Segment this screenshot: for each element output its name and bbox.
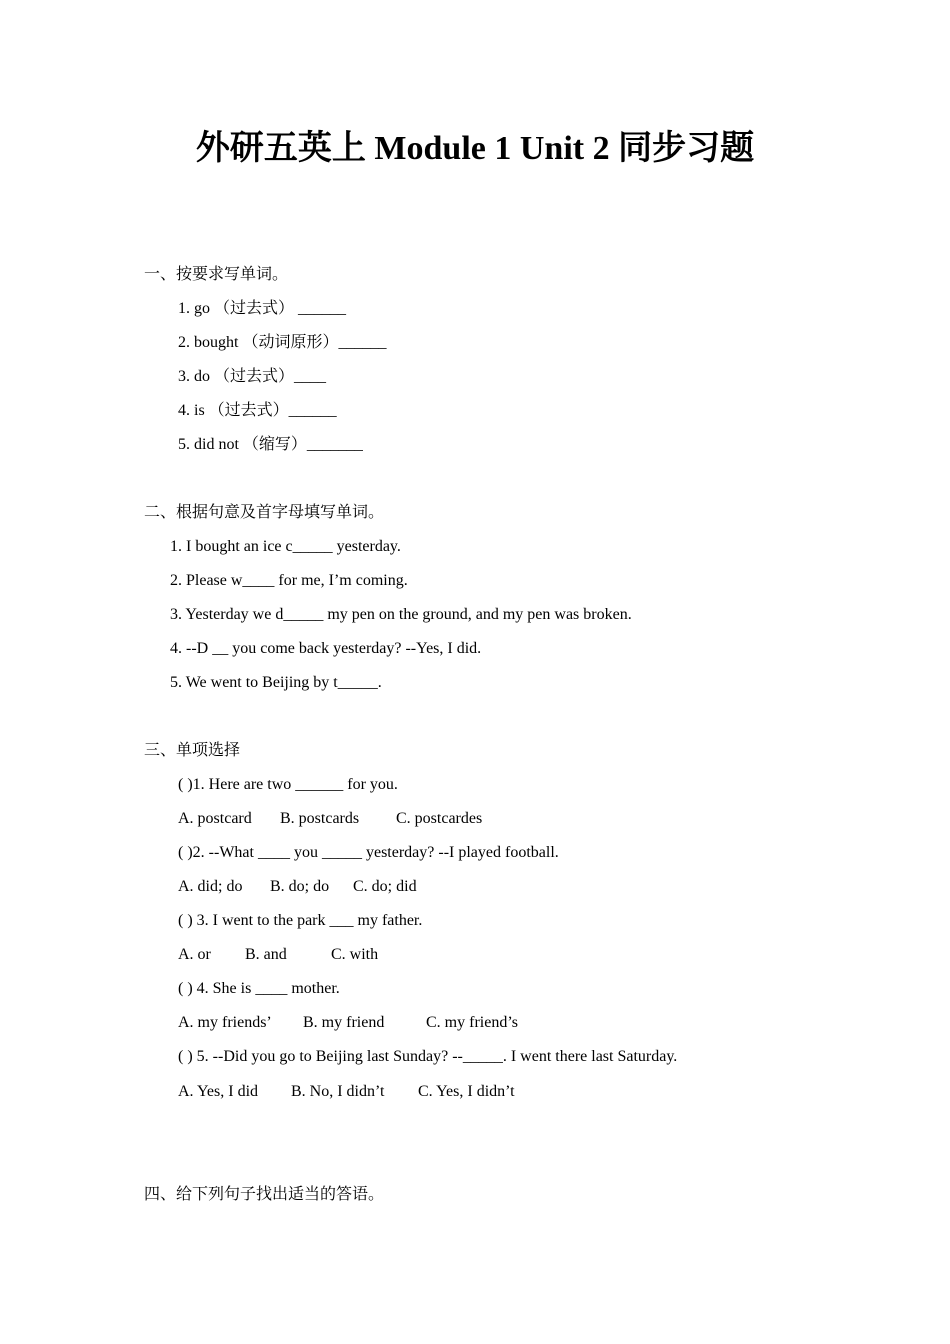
question-options bbox=[178, 876, 417, 898]
question-stem: ( ) 5. --Did you go to Beijing last Sunday? --_____. I went there last Saturday. bbox=[178, 1048, 678, 1065]
section-3-heading: 三、单项选择 bbox=[144, 742, 241, 759]
question-stem: ( )2. --What ____ you _____ yesterday? --I played football. bbox=[178, 844, 559, 861]
option-c: C. Yes, I didn’t bbox=[418, 1083, 515, 1100]
question-options bbox=[178, 808, 482, 830]
section-1-heading: 一、按要求写单词。 bbox=[144, 266, 289, 283]
question-options bbox=[178, 944, 378, 966]
option-b: B. No, I didn’t bbox=[291, 1083, 385, 1100]
section-2-item: 5. We went to Beijing by t_____. bbox=[170, 674, 382, 691]
question-options bbox=[178, 1081, 515, 1103]
question-stem: ( ) 4. She is ____ mother. bbox=[178, 980, 340, 997]
option-b: B. postcards bbox=[280, 810, 360, 827]
option-c: C. my friend’s bbox=[426, 1014, 518, 1031]
option-a: A. or bbox=[178, 946, 211, 963]
option-c: C. do; did bbox=[353, 878, 417, 895]
section-1-item: 1. go （过去式） ______ bbox=[178, 300, 347, 317]
section-1-item: 2. bought （动词原形）______ bbox=[178, 334, 387, 351]
question-stem: ( ) 3. I went to the park ___ my father. bbox=[178, 912, 423, 929]
section-2-heading: 二、根据句意及首字母填写单词。 bbox=[144, 504, 385, 521]
section-2-item: 4. --D __ you come back yesterday? --Yes, I did. bbox=[170, 640, 482, 657]
section-2-item: 1. I bought an ice c_____ yesterday. bbox=[170, 538, 401, 555]
question-stem: ( )1. Here are two ______ for you. bbox=[178, 776, 398, 793]
option-c: C. postcardes bbox=[396, 810, 483, 827]
section-1-item: 5. did not （缩写）_______ bbox=[178, 436, 363, 453]
option-a: A. Yes, I did bbox=[178, 1083, 259, 1100]
section-1-item: 3. do （过去式）____ bbox=[178, 368, 327, 385]
question-options bbox=[178, 1012, 518, 1034]
section-2-item: 3. Yesterday we d_____ my pen on the ground, and my pen was broken. bbox=[170, 606, 632, 623]
option-a: A. my friends’ bbox=[178, 1014, 272, 1031]
section-2-item: 2. Please w____ for me, I’m coming. bbox=[170, 572, 408, 589]
option-c: C. with bbox=[331, 946, 379, 963]
section-1-item: 4. is （过去式）______ bbox=[178, 402, 337, 419]
option-a: A. did; do bbox=[178, 878, 243, 895]
section-4-heading: 四、给下列句子找出适当的答语。 bbox=[144, 1186, 385, 1203]
option-a: A. postcard bbox=[178, 810, 252, 827]
option-b: B. do; do bbox=[270, 878, 330, 895]
option-b: B. my friend bbox=[303, 1014, 385, 1031]
page-title: 外研五英上 Module 1 Unit 2 同步习题 bbox=[195, 130, 755, 167]
option-b: B. and bbox=[245, 946, 287, 963]
